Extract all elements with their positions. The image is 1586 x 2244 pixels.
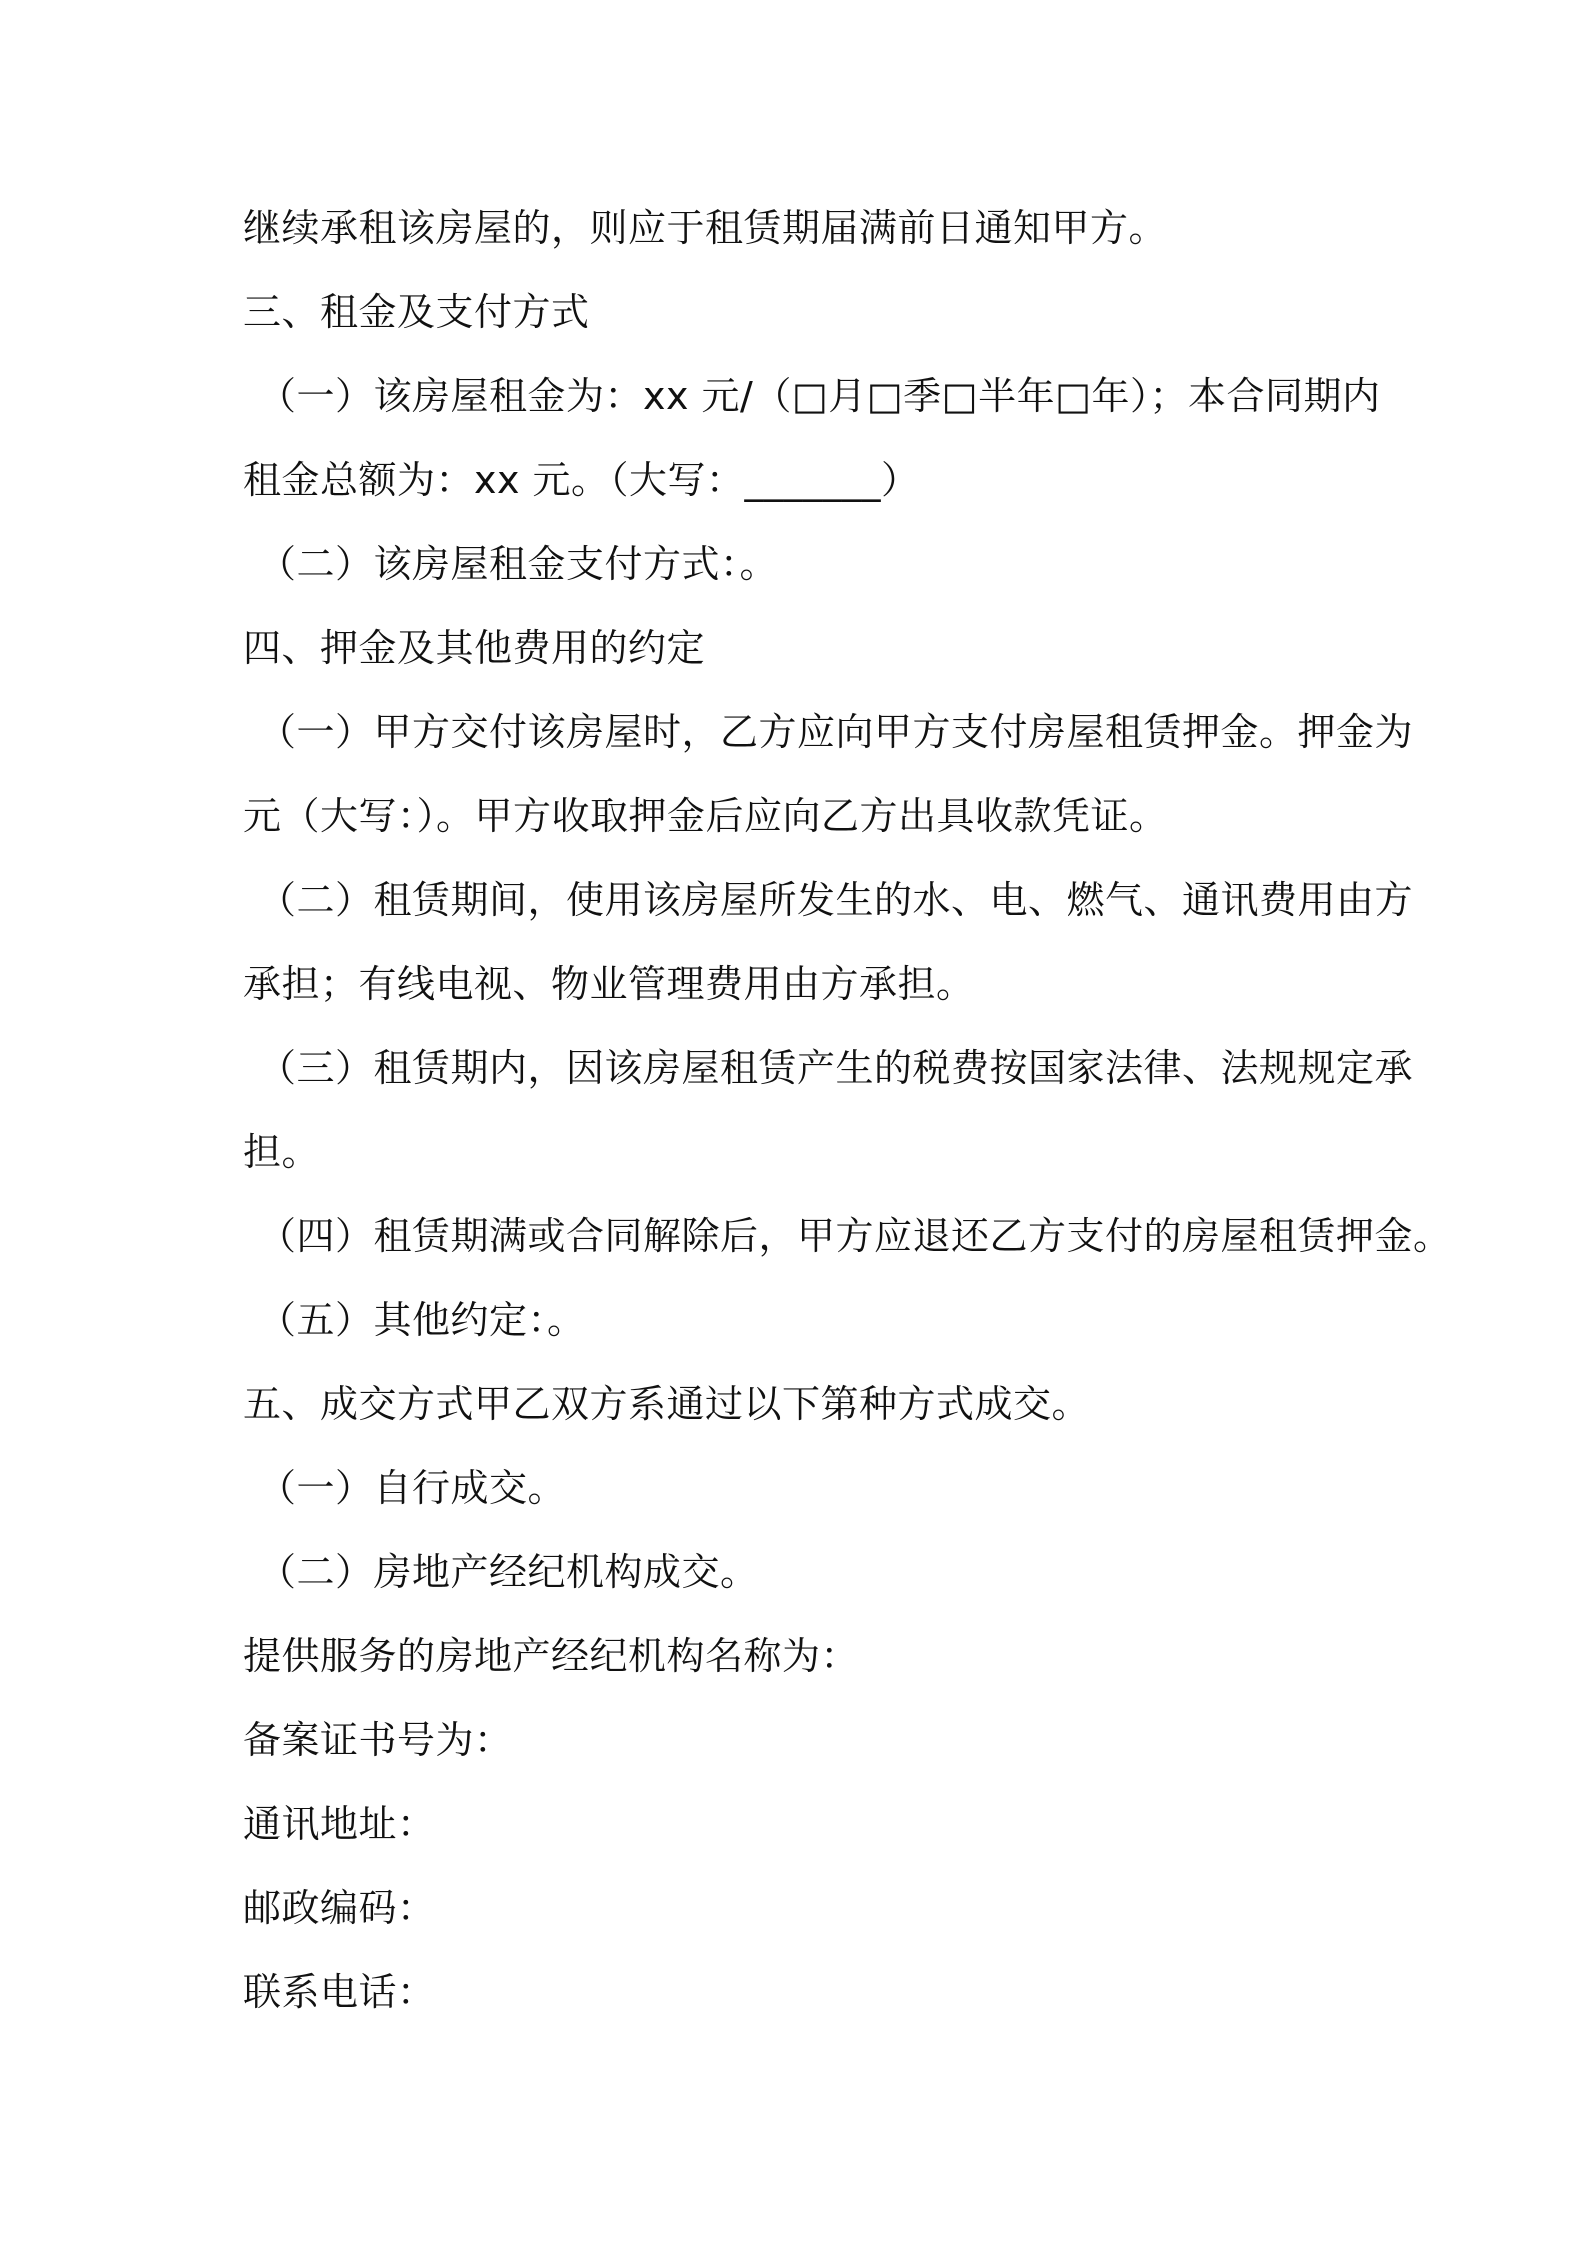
clause-other-agreements: （五）其他约定：。 xyxy=(258,1298,586,1342)
text-line-continue-lease: 继续承租该房屋的，则应于租赁期届满前日通知甲方。 xyxy=(243,206,1168,250)
field-registration-number: 备案证书号为： xyxy=(243,1718,513,1762)
clause-taxes-cont: 担。 xyxy=(243,1130,321,1174)
section-heading-rent-payment: 三、租金及支付方式 xyxy=(243,290,590,334)
clause-agency-transaction: （二）房地产经纪机构成交。 xyxy=(258,1550,759,1594)
clause-rent-amount: （一）该房屋租金为：xx 元/（□月□季□半年□年）；本合同期内 xyxy=(258,374,1381,418)
clause-deposit-receipt: 元（大写：）。甲方收取押金后应向乙方出具收款凭证。 xyxy=(243,794,1168,838)
field-postal-code: 邮政编码： xyxy=(243,1886,436,1930)
section-heading-deposit-fees: 四、押金及其他费用的约定 xyxy=(243,626,706,670)
field-address: 通讯地址： xyxy=(243,1802,436,1846)
clause-rent-total: 租金总额为：xx 元。（大写：_______） xyxy=(243,458,920,502)
clause-self-transaction: （一）自行成交。 xyxy=(258,1466,567,1510)
clause-utilities: （二）租赁期间，使用该房屋所发生的水、电、燃气、通讯费用由方 xyxy=(258,878,1414,922)
clause-taxes: （三）租赁期内，因该房屋租赁产生的税费按国家法律、法规规定承 xyxy=(258,1046,1414,1090)
clause-rent-payment-method: （二）该房屋租金支付方式：。 xyxy=(258,542,779,586)
field-phone: 联系电话： xyxy=(243,1970,436,2014)
clause-deposit-return: （四）租赁期满或合同解除后，甲方应退还乙方支付的房屋租赁押金。 xyxy=(258,1214,1452,1258)
section-heading-transaction-method: 五、成交方式甲乙双方系通过以下第种方式成交。 xyxy=(243,1382,1091,1426)
field-agency-name: 提供服务的房地产经纪机构名称为： xyxy=(243,1634,860,1678)
clause-utilities-cont: 承担；有线电视、物业管理费用由方承担。 xyxy=(243,962,975,1006)
clause-deposit: （一）甲方交付该房屋时，乙方应向甲方支付房屋租赁押金。押金为 xyxy=(258,710,1414,754)
